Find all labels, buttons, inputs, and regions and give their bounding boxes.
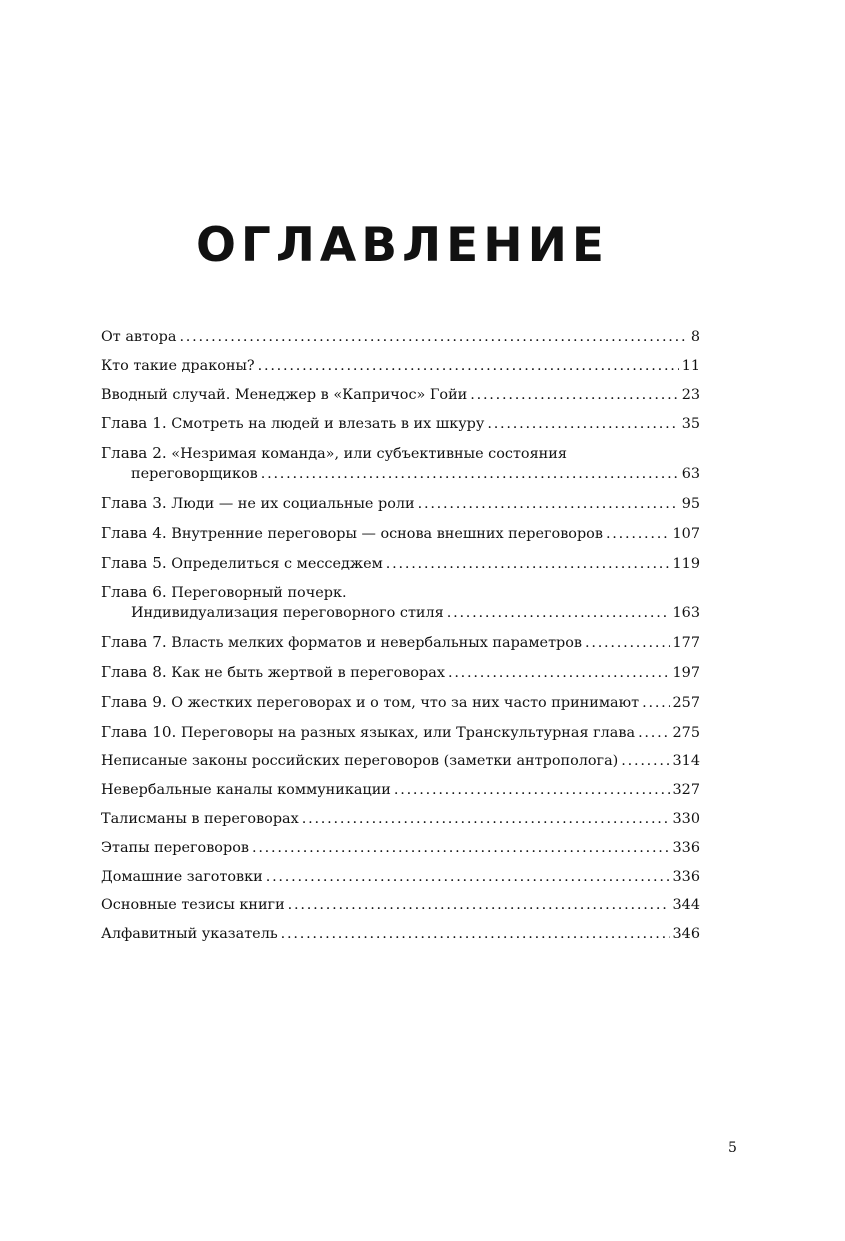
toc-entry-text [101, 493, 415, 514]
toc-entry-row [101, 553, 700, 574]
chapter-label: Глава 5. [101, 553, 167, 572]
toc-entry-row [101, 809, 700, 829]
dot-leader [621, 751, 669, 771]
toc-entry [101, 751, 700, 771]
toc-entry-title: Вводный случай. Менеджер в «Капричос» Гойи [101, 386, 468, 403]
dot-leader [179, 327, 687, 347]
toc-entry-text [101, 722, 635, 743]
toc-entry [101, 327, 700, 347]
toc-entry-title: Внутренние переговоры — основа внешних переговоров [171, 525, 603, 542]
toc-page-number: 257 [672, 694, 700, 711]
toc-entry-text [101, 867, 263, 887]
toc-page-number: 23 [681, 386, 700, 403]
toc-entry-title-line: Переговорный почерк. [171, 585, 347, 602]
toc-page-number: 344 [672, 897, 700, 914]
toc-entry-title: Люди — не их социальные роли [171, 495, 415, 512]
toc-entry-row [101, 895, 700, 915]
dot-leader [258, 356, 679, 376]
toc-entry [101, 582, 700, 623]
toc-entry-row [101, 413, 700, 434]
toc-entry-text [131, 603, 444, 623]
toc-entry-first-line [101, 582, 700, 603]
toc-page-number: 107 [672, 525, 700, 542]
toc-entry-title: Власть мелких форматов и невербальных параметров [171, 635, 583, 652]
toc-entry [101, 493, 700, 514]
toc-entry-text [131, 464, 258, 484]
chapter-label: Глава 8. [101, 662, 167, 681]
toc-entry [101, 838, 700, 858]
dot-leader [281, 924, 670, 944]
toc-entry-title: Этапы переговоров [101, 839, 249, 856]
toc-entry [101, 692, 700, 713]
toc-entry-text [101, 924, 278, 944]
toc-entry-row [101, 662, 700, 683]
toc-entry-row [101, 356, 700, 376]
dot-leader [386, 554, 670, 574]
toc-entry-title: Неписаные законы российских переговоров (заметки антрополога) [101, 753, 619, 770]
dot-leader [266, 867, 670, 887]
toc-entry-title: О жестких переговорах и о том, что за них часто принимают [171, 694, 640, 711]
toc-entry-row [101, 838, 700, 858]
dot-leader [302, 809, 670, 829]
toc-entry-text [101, 413, 484, 434]
dot-leader [487, 414, 678, 434]
table-of-contents [101, 327, 700, 953]
toc-entry [101, 722, 700, 743]
toc-page-number: 275 [672, 724, 700, 741]
toc-entry-title: Как не быть жертвой в переговорах [171, 664, 445, 681]
dot-leader [261, 464, 679, 484]
chapter-label: Глава 10. [101, 722, 177, 741]
toc-page-number: 314 [672, 753, 700, 770]
toc-entry-row [101, 603, 700, 623]
toc-entry [101, 809, 700, 829]
toc-entry-row [101, 523, 700, 544]
chapter-label: Глава 3. [101, 493, 167, 512]
toc-entry-text [101, 553, 383, 574]
toc-entry-title: Смотреть на людей и влезать в их шкуру [171, 416, 485, 433]
toc-entry-row [101, 464, 700, 484]
toc-page-number: 197 [672, 664, 700, 681]
toc-entry-text [101, 523, 603, 544]
toc-entry-row [101, 385, 700, 405]
dot-leader [642, 693, 669, 713]
toc-entry-title: Индивидуализация переговорного стиля [131, 605, 444, 622]
toc-entry [101, 385, 700, 405]
toc-page-number: 11 [681, 357, 700, 374]
toc-entry [101, 356, 700, 376]
toc-entry-row [101, 780, 700, 800]
toc-entry-title-line: «Незримая команда», или субъективные состояния [171, 446, 567, 463]
toc-entry-title: Домашние заготовки [101, 868, 263, 885]
toc-entry-text [101, 327, 176, 347]
toc-page-number: 327 [672, 782, 700, 799]
toc-entry-text [101, 632, 582, 653]
toc-entry-row [101, 493, 700, 514]
toc-entry-title: переговорщиков [131, 466, 258, 483]
chapter-label: Глава 2. [101, 444, 167, 463]
chapter-label: Глава 6. [101, 583, 167, 602]
dot-leader [638, 723, 669, 743]
toc-entry-title: Переговоры на разных языках, или Транскультурная глава [180, 724, 636, 741]
toc-entry-text [101, 692, 639, 713]
toc-entry [101, 924, 700, 944]
toc-entry-row [101, 722, 700, 743]
toc-entry-title: Определиться с месседжем [171, 555, 383, 572]
toc-entry [101, 443, 700, 484]
dot-leader [288, 895, 670, 915]
toc-page-number: 336 [672, 868, 700, 885]
dot-leader [448, 663, 670, 683]
toc-entry-row [101, 924, 700, 944]
toc-entry-row [101, 632, 700, 653]
chapter-label: Глава 1. [101, 414, 167, 433]
toc-entry [101, 523, 700, 544]
toc-entry-text [101, 838, 249, 858]
toc-page-number: 346 [672, 926, 700, 943]
toc-entry-title: Кто такие драконы? [101, 357, 255, 374]
dot-leader [470, 385, 678, 405]
toc-entry-first-line [101, 443, 700, 464]
toc-entry-title: Невербальные каналы коммуникации [101, 782, 391, 799]
toc-page-number: 177 [672, 635, 700, 652]
toc-entry [101, 867, 700, 887]
dot-leader [606, 524, 670, 544]
page-title: ОГЛАВЛЕНИЕ [195, 218, 610, 273]
toc-entry-title: Основные тезисы книги [101, 897, 285, 914]
dot-leader [447, 603, 670, 623]
page-number: 5 [728, 1140, 737, 1156]
toc-entry-text [101, 751, 618, 771]
toc-entry-title: От автора [101, 329, 177, 345]
toc-page-number: 35 [681, 416, 700, 433]
toc-entry [101, 895, 700, 915]
toc-page-number: 336 [672, 839, 700, 856]
toc-entry-row [101, 751, 700, 771]
toc-entry-title: Алфавитный указатель [101, 926, 278, 943]
chapter-label: Глава 4. [101, 523, 167, 542]
toc-entry-text [101, 780, 391, 800]
toc-entry-row [101, 867, 700, 887]
toc-entry-text [101, 356, 255, 376]
toc-entry-text [101, 385, 467, 405]
dot-leader [252, 838, 670, 858]
toc-entry [101, 632, 700, 653]
toc-page-number: 63 [681, 466, 700, 483]
toc-entry-row [101, 327, 700, 347]
toc-page-number: 8 [690, 329, 700, 345]
toc-page-number: 330 [672, 810, 700, 827]
toc-entry-row [101, 692, 700, 713]
toc-entry-text [101, 895, 285, 915]
toc-page-number: 95 [681, 495, 700, 512]
toc-entry [101, 413, 700, 434]
chapter-label: Глава 7. [101, 633, 167, 652]
toc-entry-text [101, 662, 445, 683]
toc-page-number: 119 [672, 555, 700, 572]
dot-leader [418, 494, 679, 514]
toc-page-number: 163 [672, 605, 700, 622]
dot-leader [585, 633, 670, 653]
toc-entry [101, 780, 700, 800]
chapter-label: Глава 9. [101, 692, 167, 711]
toc-entry-title: Талисманы в переговорах [101, 810, 299, 827]
dot-leader [394, 780, 670, 800]
toc-entry [101, 553, 700, 574]
toc-entry [101, 662, 700, 683]
toc-entry-text [101, 809, 299, 829]
